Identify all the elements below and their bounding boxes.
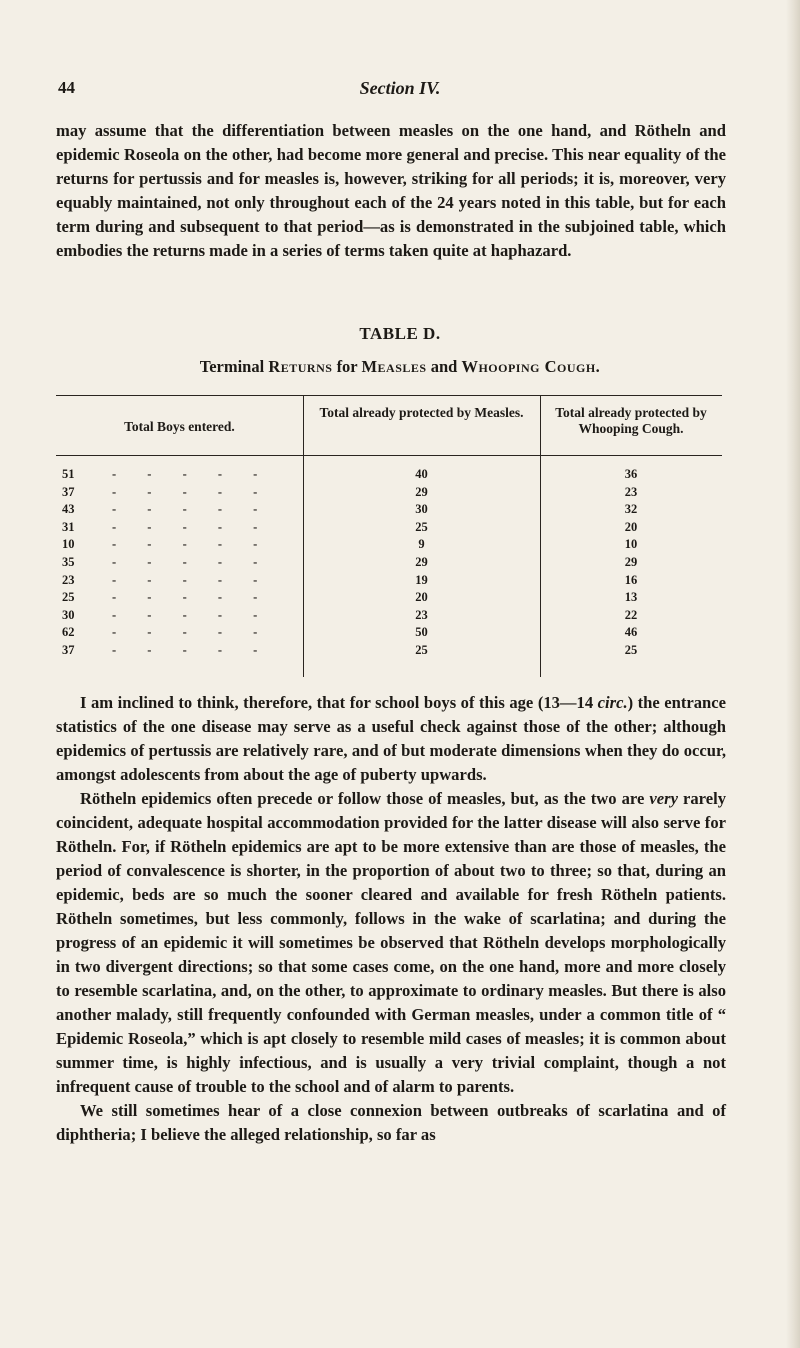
dash-leader: - - - - - bbox=[112, 572, 272, 587]
table-row bbox=[56, 608, 722, 626]
cell-boys-entered: 30 bbox=[62, 607, 75, 622]
cell-boys-entered: 25 bbox=[62, 590, 75, 605]
cell-protected-measles: 29 bbox=[415, 554, 428, 569]
running-head: Section IV. bbox=[359, 78, 441, 98]
cell-boys-entered: 37 bbox=[62, 642, 75, 657]
cell-protected-measles: 19 bbox=[415, 572, 428, 587]
cell-protected-measles: 23 bbox=[415, 607, 428, 622]
title-part: Terminal bbox=[199, 357, 269, 376]
dash-leader: - - - - - bbox=[112, 554, 272, 569]
paragraph-text: Rötheln epidemics often precede or follow those of measles, but, as the two are bbox=[80, 789, 650, 808]
cell-protected-whooping-cough: 25 bbox=[624, 642, 638, 657]
paragraph-4 bbox=[56, 1099, 726, 1147]
cell-protected-measles: 20 bbox=[415, 590, 428, 605]
paragraph-2 bbox=[56, 691, 726, 787]
column-header-protected-whooping-cough: Total already protected by Whooping Cough. bbox=[555, 405, 707, 436]
dash-leader: - - - - - bbox=[112, 502, 272, 517]
paragraph-2-block bbox=[56, 691, 726, 1147]
dash-leader: - - - - - bbox=[112, 467, 272, 481]
dash-leader: - - - - - bbox=[112, 625, 272, 640]
table-row bbox=[56, 467, 722, 485]
table-row bbox=[56, 625, 722, 643]
cell-protected-measles: 40 bbox=[415, 467, 428, 481]
cell-boys-entered: 10 bbox=[62, 537, 75, 552]
paragraph-3 bbox=[56, 787, 726, 1099]
cell-protected-whooping-cough: 29 bbox=[624, 554, 638, 569]
paragraph-1: may assume that the differentiation between measles on the one hand, and Rötheln and epidemic Roseola on the other, had become more general and precise. This near equality of the returns for pertussis and for measles is, however, striking for all periods; it is, moreover, very equably maintained, not only throughout each of the 24 years noted in this table, but for each term during and subsequent to that period—as is demonstrated in the subjoined table, which embodies the returns made in a series of terms taken quite at haphazard. bbox=[56, 121, 726, 260]
paragraph-italic: circ. bbox=[597, 693, 628, 712]
title-part: Whooping Cough. bbox=[461, 357, 601, 376]
paragraph-text: ) the entrance statistics of the one disease may serve as a useful check against those of the other; although epidemics of pertussis are relatively rare, and of but moderate dimensions when they do occur, amongst adolescents from about the age of puberty upwards. bbox=[56, 693, 727, 784]
table-row bbox=[56, 590, 722, 608]
paragraph-text: I am inclined to think, therefore, that for school boys of this age (13—14 bbox=[80, 693, 598, 712]
title-part: and bbox=[426, 357, 462, 376]
paragraph-text: rarely coincident, adequate hospital accommodation provided for the latter disease will also serve for Rötheln. For, if Rötheln epidemics are apt to be more extensive than are those of measles, the period of convalescence is shorter, in the proportion of about two to three; so that, during an epidemic, beds are so much the sooner cleared and available for fresh Rötheln patients. Rötheln sometimes, but less commonly, follows in the wake of scarlatina; and during the progress of an epidemic it will sometimes be observed that Rötheln develops morphologically in two divergent directions; so that some cases come, on the one hand, more and more closely to resemble scarlatina, and, on the other, to approximate to ordinary measles. But there is also another malady, still frequently confounded with German measles, under a common title of “ Epidemic Roseola,” which is apt closely to resemble mild cases of measles; it is common about summer time, is highly infectious, and is usually a very trivial complaint, though a not infrequent cause of trouble to the school and of alarm to parents. bbox=[56, 789, 726, 1096]
dash-leader: - - - - - bbox=[112, 537, 272, 552]
table-top-rule bbox=[56, 395, 722, 396]
column-header-boys-entered: Total Boys entered. bbox=[124, 419, 235, 434]
cell-protected-whooping-cough: 22 bbox=[624, 607, 638, 622]
cell-boys-entered: 23 bbox=[62, 572, 75, 587]
cell-boys-entered: 62 bbox=[62, 625, 75, 640]
cell-protected-measles: 50 bbox=[415, 625, 428, 640]
cell-protected-whooping-cough: 20 bbox=[624, 519, 638, 534]
cell-protected-measles: 30 bbox=[415, 502, 428, 517]
paragraph-text: We still sometimes hear of a close connexion between outbreaks of scarlatina and of diphtheria; I believe the alleged relationship, so far as bbox=[56, 1101, 726, 1144]
paragraph-italic: very bbox=[649, 789, 678, 808]
cell-protected-measles: 25 bbox=[415, 519, 428, 534]
table-header-rule bbox=[56, 455, 722, 456]
table-label: TABLE D. bbox=[359, 324, 441, 343]
cell-protected-whooping-cough: 46 bbox=[624, 625, 638, 640]
returns-table bbox=[56, 395, 722, 677]
cell-protected-whooping-cough: 10 bbox=[624, 537, 638, 552]
cell-protected-whooping-cough: 36 bbox=[624, 467, 638, 481]
cell-boys-entered: 43 bbox=[62, 502, 75, 517]
cell-protected-whooping-cough: 23 bbox=[624, 484, 638, 499]
cell-protected-whooping-cough: 32 bbox=[624, 502, 638, 517]
column-header-protected-measles: Total already protected by Measles. bbox=[319, 405, 524, 420]
table-row bbox=[56, 573, 722, 591]
table-row bbox=[56, 555, 722, 573]
title-part: for bbox=[332, 357, 362, 376]
table-row bbox=[56, 502, 722, 520]
page-edge-shadow bbox=[786, 0, 800, 1348]
cell-protected-whooping-cough: 16 bbox=[624, 572, 638, 587]
table-title bbox=[0, 357, 800, 377]
cell-protected-measles: 9 bbox=[418, 537, 425, 552]
dash-leader: - - - - - bbox=[112, 484, 272, 499]
table-row bbox=[56, 537, 722, 555]
table-row bbox=[56, 520, 722, 538]
dash-leader: - - - - - bbox=[112, 642, 272, 657]
table-row bbox=[56, 485, 722, 503]
dash-leader: - - - - - bbox=[112, 607, 272, 622]
title-part: Measles bbox=[361, 357, 427, 376]
cell-boys-entered: 31 bbox=[62, 519, 75, 534]
dash-leader: - - - - - bbox=[112, 590, 272, 605]
dash-leader: - - - - - bbox=[112, 519, 272, 534]
page-number: 44 bbox=[58, 78, 75, 97]
cell-boys-entered: 37 bbox=[62, 484, 75, 499]
cell-protected-whooping-cough: 13 bbox=[624, 590, 638, 605]
table-row bbox=[56, 643, 722, 661]
cell-boys-entered: 51 bbox=[62, 467, 75, 481]
title-part: Returns bbox=[268, 357, 333, 376]
cell-protected-measles: 25 bbox=[415, 642, 428, 657]
table-body bbox=[56, 467, 722, 661]
page-header bbox=[0, 78, 800, 104]
cell-boys-entered: 35 bbox=[62, 554, 75, 569]
cell-protected-measles: 29 bbox=[415, 484, 428, 499]
